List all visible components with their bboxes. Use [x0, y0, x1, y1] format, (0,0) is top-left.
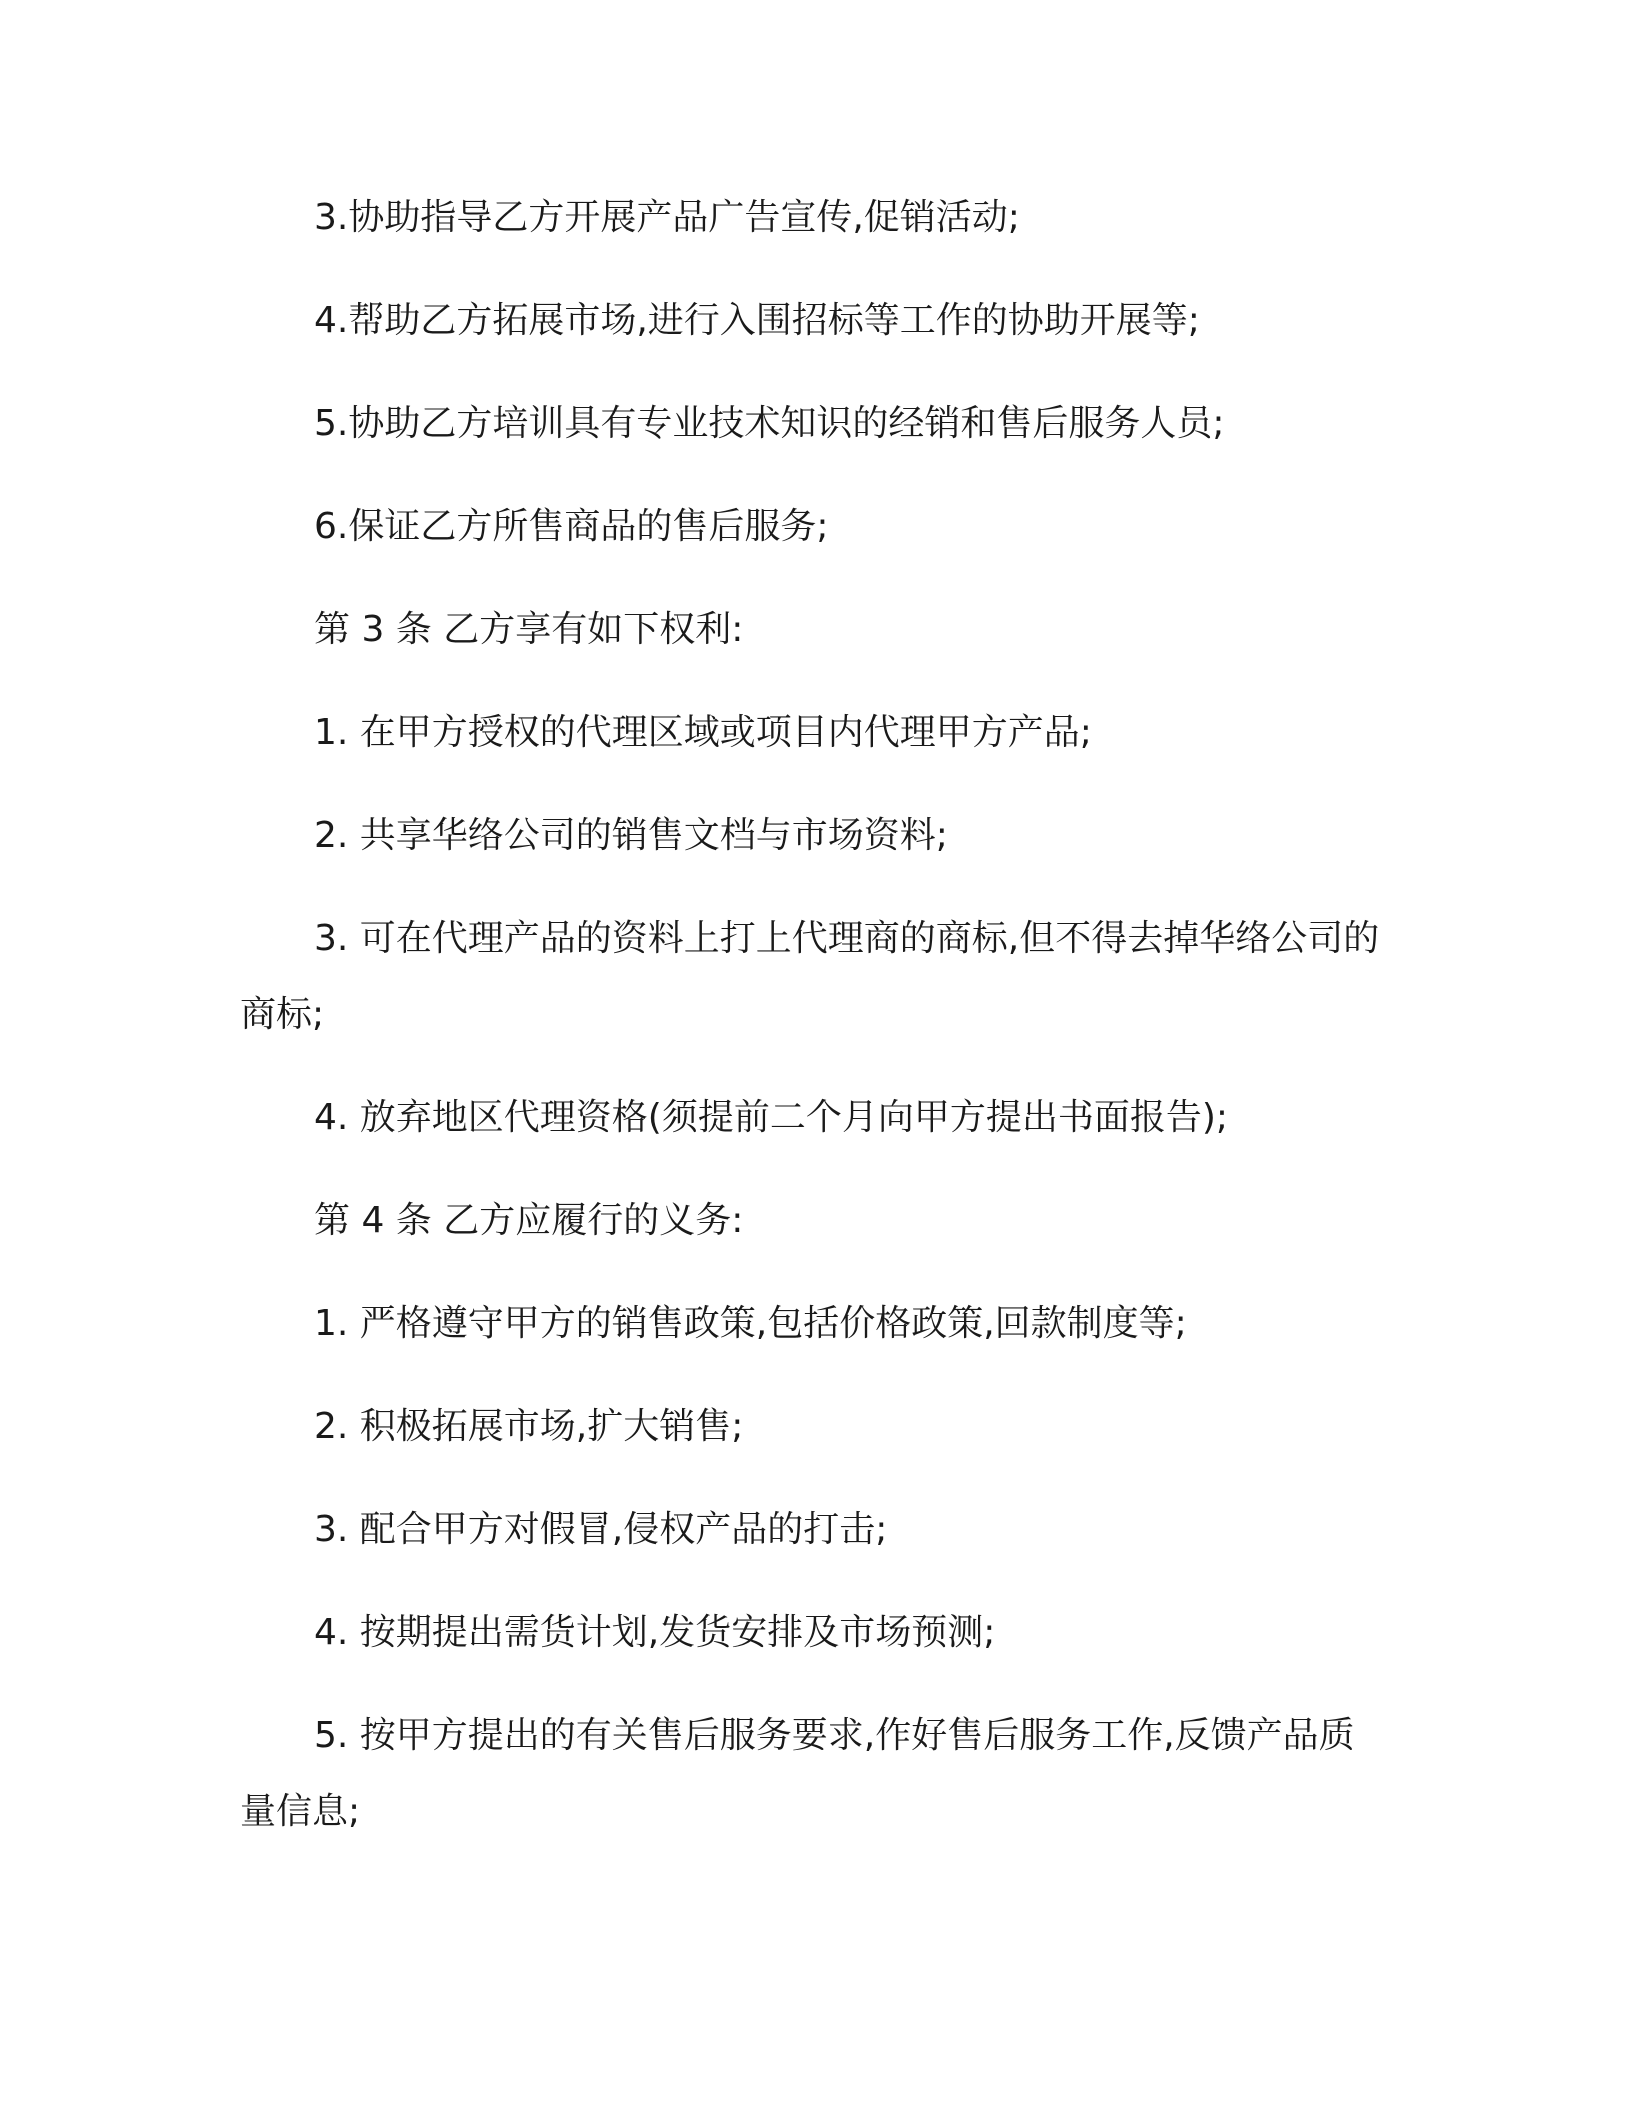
- paragraph-right-3: 3. 可在代理产品的资料上打上代理商的商标,但不得去掉华络公司的商标;: [240, 918, 1380, 1035]
- paragraph-obligation-5: 5.协助乙方培训具有专业技术知识的经销和售后服务人员;: [314, 403, 1225, 444]
- paragraph-duty-5: 5. 按甲方提出的有关售后服务要求,作好售后服务工作,反馈产品质量信息;: [240, 1715, 1355, 1832]
- paragraph-right-4: 4. 放弃地区代理资格(须提前二个月向甲方提出书面报告);: [314, 1097, 1229, 1138]
- paragraph-obligation-6: 6.保证乙方所售商品的售后服务;: [314, 506, 829, 547]
- article-4-heading: 第 4 条 乙方应履行的义务:: [314, 1200, 744, 1241]
- paragraph-duty-2: 2. 积极拓展市场,扩大销售;: [314, 1406, 744, 1447]
- paragraph-duty-3: 3. 配合甲方对假冒,侵权产品的打击;: [314, 1509, 888, 1550]
- paragraph-obligation-3: 3.协助指导乙方开展产品广告宣传,促销活动;: [314, 197, 1020, 238]
- paragraph-right-2: 2. 共享华络公司的销售文档与市场资料;: [314, 815, 948, 856]
- paragraph-duty-4: 4. 按期提出需货计划,发货安排及市场预测;: [314, 1612, 996, 1653]
- article-3-heading: 第 3 条 乙方享有如下权利:: [314, 609, 744, 650]
- paragraph-right-1: 1. 在甲方授权的代理区域或项目内代理甲方产品;: [314, 712, 1092, 753]
- paragraph-duty-1: 1. 严格遵守甲方的销售政策,包括价格政策,回款制度等;: [314, 1303, 1187, 1344]
- paragraph-obligation-4: 4.帮助乙方拓展市场,进行入围招标等工作的协助开展等;: [314, 300, 1200, 341]
